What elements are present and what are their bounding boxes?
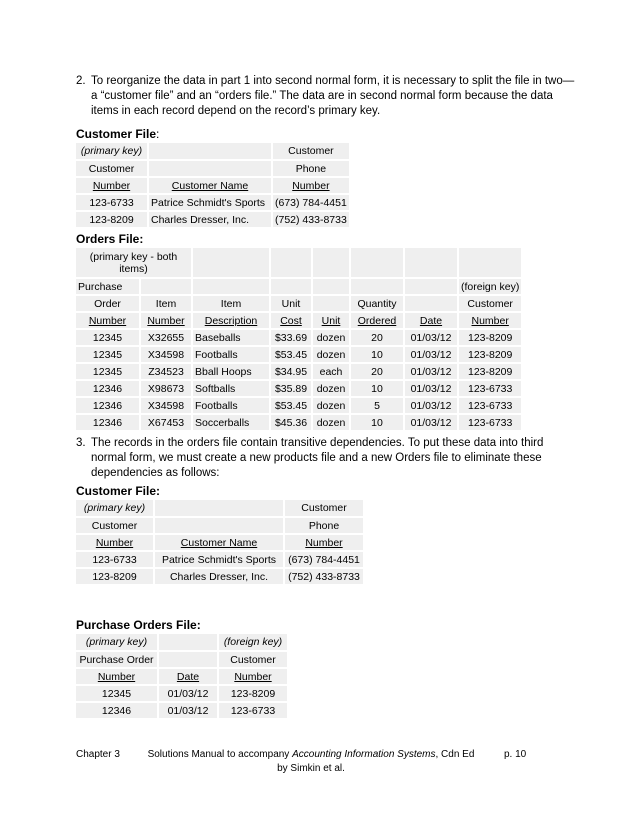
- customer-file-heading-2: Customer File:: [76, 484, 161, 498]
- footer-page-number: p. 10: [504, 749, 527, 760]
- footer-citation: Solutions Manual to accompany Accounting Information Systems, Cdn Ed by Simkin et al.: [147, 749, 475, 774]
- orders-file-table: (primary key - both items) Purchase (foreign key) Order Item Item Unit Quantity Customer Number Number Description Cost Unit Ordered Date Number 12345 X32655 Baseballs $33.69 dozen 20 01/03/12 123-8209 12345 X34598 Footballs $53.45 dozen 10 01/03/12 123-8209 12345 Z34523 Bball Hoops $34.95 each 20 01/03/12 123-8209 12346 X98673 Softballs $35.89 dozen 10 01/03/12 123-6733 12346 X34598 Footballs $53.45 dozen 5 01/03/12 123-6733 12346 X67453 Soccerballs $45.36 dozen 10 01/03/12 123-6733: [76, 248, 523, 432]
- primary-key-label: (primary key): [76, 500, 154, 517]
- table-row: 123-8209 Charles Dresser, Inc. (752) 433-8733: [76, 211, 350, 228]
- table-row: 12345 01/03/12 123-8209: [76, 685, 288, 702]
- customer-file-table-2: (primary key) Customer Customer Phone Number Customer Name Number 123-6733 Patrice Schmidt's Sports (673) 784-4451 123-8209 Charles Dresser, Inc. (752) 433-8733: [76, 500, 365, 586]
- table-row: 12346 X98673 Softballs $35.89 dozen 10 01/03/12 123-6733: [76, 380, 522, 397]
- orders-file-heading: Orders File:: [76, 232, 144, 246]
- table-row: 12345 X34598 Footballs $53.45 dozen 10 01/03/12 123-8209: [76, 346, 522, 363]
- purchase-orders-file-table: (primary key) (foreign key) Purchase Order Customer Number Date Number 12345 01/03/12 123-8209 12346 01/03/12 123-6733: [76, 634, 289, 720]
- customer-file-table: (primary key) Customer Customer Phone Number Customer Name Number 123-6733 Patrice Schmidt's Sports (673) 784-4451 123-8209 Charles Dresser, Inc. (752) 433-8733: [76, 143, 351, 229]
- table-row: 12346 X34598 Footballs $53.45 dozen 5 01/03/12 123-6733: [76, 397, 522, 414]
- purchase-orders-file-heading: Purchase Orders File:: [76, 618, 201, 632]
- table-row: 123-8209 Charles Dresser, Inc. (752) 433-8733: [76, 568, 364, 585]
- table-row: 123-6733 Patrice Schmidt's Sports (673) 784-4451: [76, 194, 350, 211]
- item-number: 3.: [76, 437, 86, 449]
- item-number: 2.: [76, 75, 86, 87]
- customer-file-heading: Customer File:: [76, 127, 160, 141]
- paragraph-item-2: [76, 74, 576, 119]
- footer-chapter: Chapter 3: [76, 749, 120, 760]
- table-row: 12346 01/03/12 123-6733: [76, 702, 288, 719]
- item-text: The records in the orders file contain transitive dependencies. To put these data into third normal form, we must create a new products file and a new Orders file to eliminate these dependencies as follows:: [91, 437, 544, 479]
- table-row: 12345 X32655 Baseballs $33.69 dozen 20 01/03/12 123-8209: [76, 329, 522, 346]
- primary-key-label: (primary key): [76, 143, 148, 160]
- table-row: 12346 X67453 Soccerballs $45.36 dozen 10 01/03/12 123-6733: [76, 414, 522, 431]
- paragraph-item-3: [76, 436, 576, 481]
- table-row: 123-6733 Patrice Schmidt's Sports (673) 784-4451: [76, 551, 364, 568]
- foreign-key-label: (foreign key): [458, 278, 522, 295]
- primary-key-label: (primary key - both items): [76, 248, 192, 278]
- foreign-key-label: (foreign key): [218, 634, 288, 651]
- table-row: 12345 Z34523 Bball Hoops $34.95 each 20 01/03/12 123-8209: [76, 363, 522, 380]
- item-text: To reorganize the data in part 1 into second normal form, it is necessary to split the file in two—a “customer file” and an “orders file.” The data are in second normal form because the data items in each record depend on the record’s primary key.: [91, 75, 575, 117]
- primary-key-label: (primary key): [76, 634, 158, 651]
